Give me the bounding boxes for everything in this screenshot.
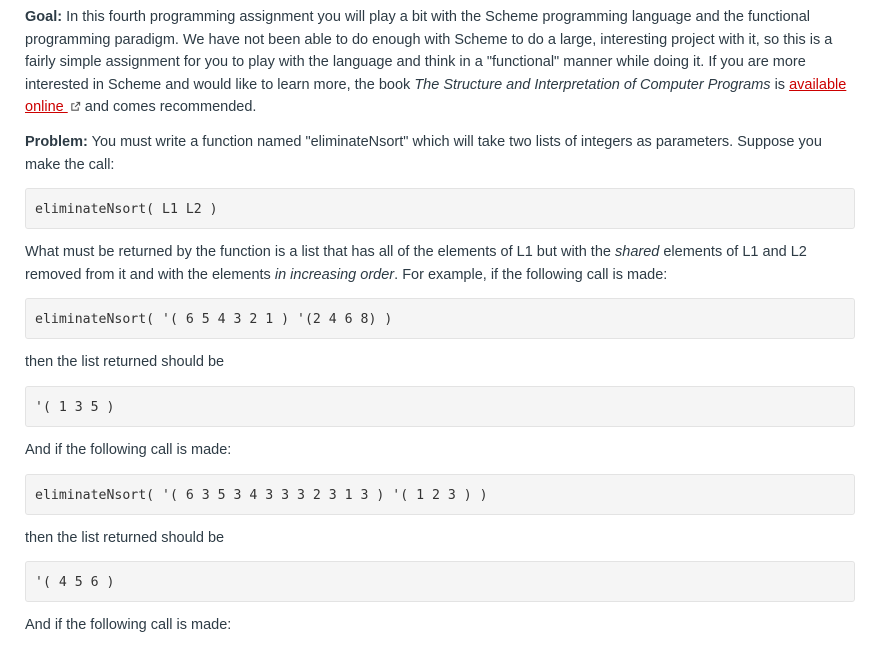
returned-text-2: elements of L1 and L2 removed from it and with the elements (25, 244, 807, 283)
and-if-text-2: And if the following call is made: (25, 617, 232, 634)
problem-label: Problem: (25, 133, 88, 150)
goal-text-3: and comes recommended. (80, 99, 257, 116)
returned-text-1: What must be returned by the function is a list that has all of the elements of L1 but with the (25, 244, 615, 261)
available-online-link[interactable]: available online (25, 76, 847, 116)
code-block-example-2: eliminateNsort( '( 6 3 5 3 4 3 3 3 2 3 1 3 ) '( 1 2 3 ) ) (25, 474, 855, 515)
book-title: The Structure and Interpretation of Computer Programs (414, 76, 771, 93)
code-block-result-2: '( 4 5 6 ) (25, 561, 855, 602)
shared-emphasis: shared (615, 244, 660, 261)
problem-text: You must write a function named "eliminateNsort" which will take two lists of integers as parameters. Suppose you make the call: (25, 133, 822, 173)
goal-label: Goal: (25, 9, 63, 25)
code-block-example-1: eliminateNsort( '( 6 5 4 3 2 1 ) '(2 4 6 8) ) (25, 298, 855, 339)
returned-text-3: . For example, if the following call is made: (394, 266, 668, 283)
then-text-1: then the list returned should be (25, 354, 225, 371)
code-block-result-1: '( 1 3 5 ) (25, 386, 855, 427)
returned-paragraph (25, 241, 855, 286)
then-text-2: then the list returned should be (25, 529, 225, 546)
and-if-text-1: And if the following call is made: (25, 441, 232, 458)
increasing-emphasis: in increasing order (274, 266, 395, 283)
goal-text-2: is (770, 76, 790, 93)
external-link-icon (70, 101, 81, 112)
goal-paragraph (25, 6, 855, 119)
code-block-call: eliminateNsort( L1 L2 ) (25, 188, 855, 229)
problem-paragraph (25, 131, 855, 176)
goal-text-1: In this fourth programming assignment you will play a bit with the Scheme programming language and the functional programming paradigm. We have not been able to do enough with Scheme to do a large, interesting project with it, so this is a fairly simple assignment for you to play with the language and think in a "functional" manner while doing it. If you are more interested in Scheme and would like to learn more, the book (25, 9, 833, 93)
